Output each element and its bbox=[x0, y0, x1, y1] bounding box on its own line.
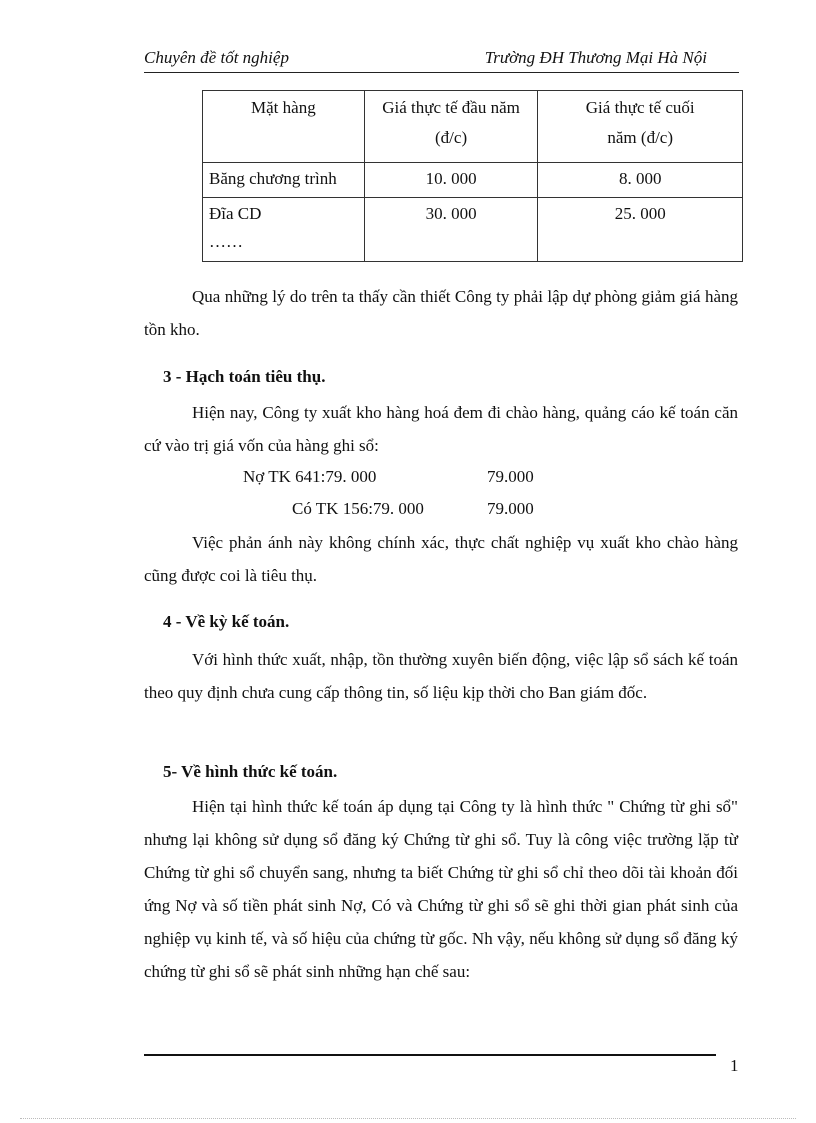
paragraph-reserve: Qua những lý do trên ta thấy cần thiết Công ty phải lập dự phòng giảm giá hàng tồn kho. bbox=[144, 287, 738, 339]
paragraph-current-practice: Hiện nay, Công ty xuất kho hàng hoá đem đi chào hàng, quảng cáo kế toán căn cứ vào trị giá vốn của hàng ghi sổ: bbox=[144, 403, 738, 455]
heading-accounting-period: 4 - Về kỳ kế toán. bbox=[163, 612, 290, 631]
page-header bbox=[144, 46, 739, 73]
debit-entry-label: Nợ TK 641:79. 000 bbox=[243, 467, 377, 486]
table-row bbox=[203, 163, 743, 198]
page-bottom-border bbox=[20, 1118, 796, 1119]
header-institution: Trường ĐH Thương Mại Hà Nội bbox=[484, 48, 707, 67]
table-header-row bbox=[203, 91, 743, 163]
credit-entry-amount: 79.000 bbox=[487, 499, 534, 518]
header-cell-start-price: Giá thực tế đầu năm (đ/c) bbox=[364, 91, 538, 163]
cell-item: Băng chương trình bbox=[203, 163, 365, 198]
header-cell-item: Mặt hàng bbox=[203, 91, 365, 163]
debit-entry-amount: 79.000 bbox=[487, 467, 534, 486]
price-table bbox=[202, 90, 743, 262]
paragraph-period: Với hình thức xuất, nhập, tồn thường xuyên biến động, việc lập sổ sách kế toán theo quy định chưa cung cấp thông tin, số liệu kịp thời cho Ban giám đốc. bbox=[144, 650, 738, 702]
cell-start-price: 30. 000 bbox=[364, 198, 538, 262]
paragraph-accounting-form: Hiện tại hình thức kế toán áp dụng tại Công ty là hình thức " Chứng từ ghi sổ" nhưng lại không sử dụng sổ đăng ký Chứng từ ghi sổ. Tuy là công việc trường lặp từ Chứng từ ghi sổ chuyển sang, nhưng ta biết Chứng từ ghi sổ chỉ theo dõi tài khoản đối ứng Nợ và số tiền phát sinh Nợ, Có và Chứng từ ghi sổ sẽ ghi thời gian phát sinh của nghiệp vụ kinh tế, và số hiệu của chứng từ gốc. Nh vậy, nếu không sử dụng sổ đăng ký chứng từ ghi sổ sẽ phát sinh những hạn chế sau: bbox=[144, 797, 738, 981]
table-row bbox=[203, 198, 743, 262]
footer-divider bbox=[144, 1054, 716, 1056]
paragraph-inaccuracy: Việc phản ánh này không chính xác, thực chất nghiệp vụ xuất kho chào hàng cũng được coi là tiêu thụ. bbox=[144, 533, 738, 585]
cell-start-price: 10. 000 bbox=[364, 163, 538, 198]
cell-end-price: 25. 000 bbox=[538, 198, 743, 262]
header-cell-end-price: Giá thực tế cuối năm (đ/c) bbox=[538, 91, 743, 163]
heading-sales-accounting: 3 - Hạch toán tiêu thụ. bbox=[163, 367, 326, 386]
header-title: Chuyên đề tốt nghiệp bbox=[144, 48, 289, 67]
cell-end-price: 8. 000 bbox=[538, 163, 743, 198]
credit-entry-label: Có TK 156:79. 000 bbox=[292, 499, 424, 518]
page-number: 1 bbox=[730, 1056, 739, 1075]
cell-item: Đĩa CD …… bbox=[203, 198, 365, 262]
heading-accounting-form: 5- Về hình thức kế toán. bbox=[163, 762, 338, 781]
